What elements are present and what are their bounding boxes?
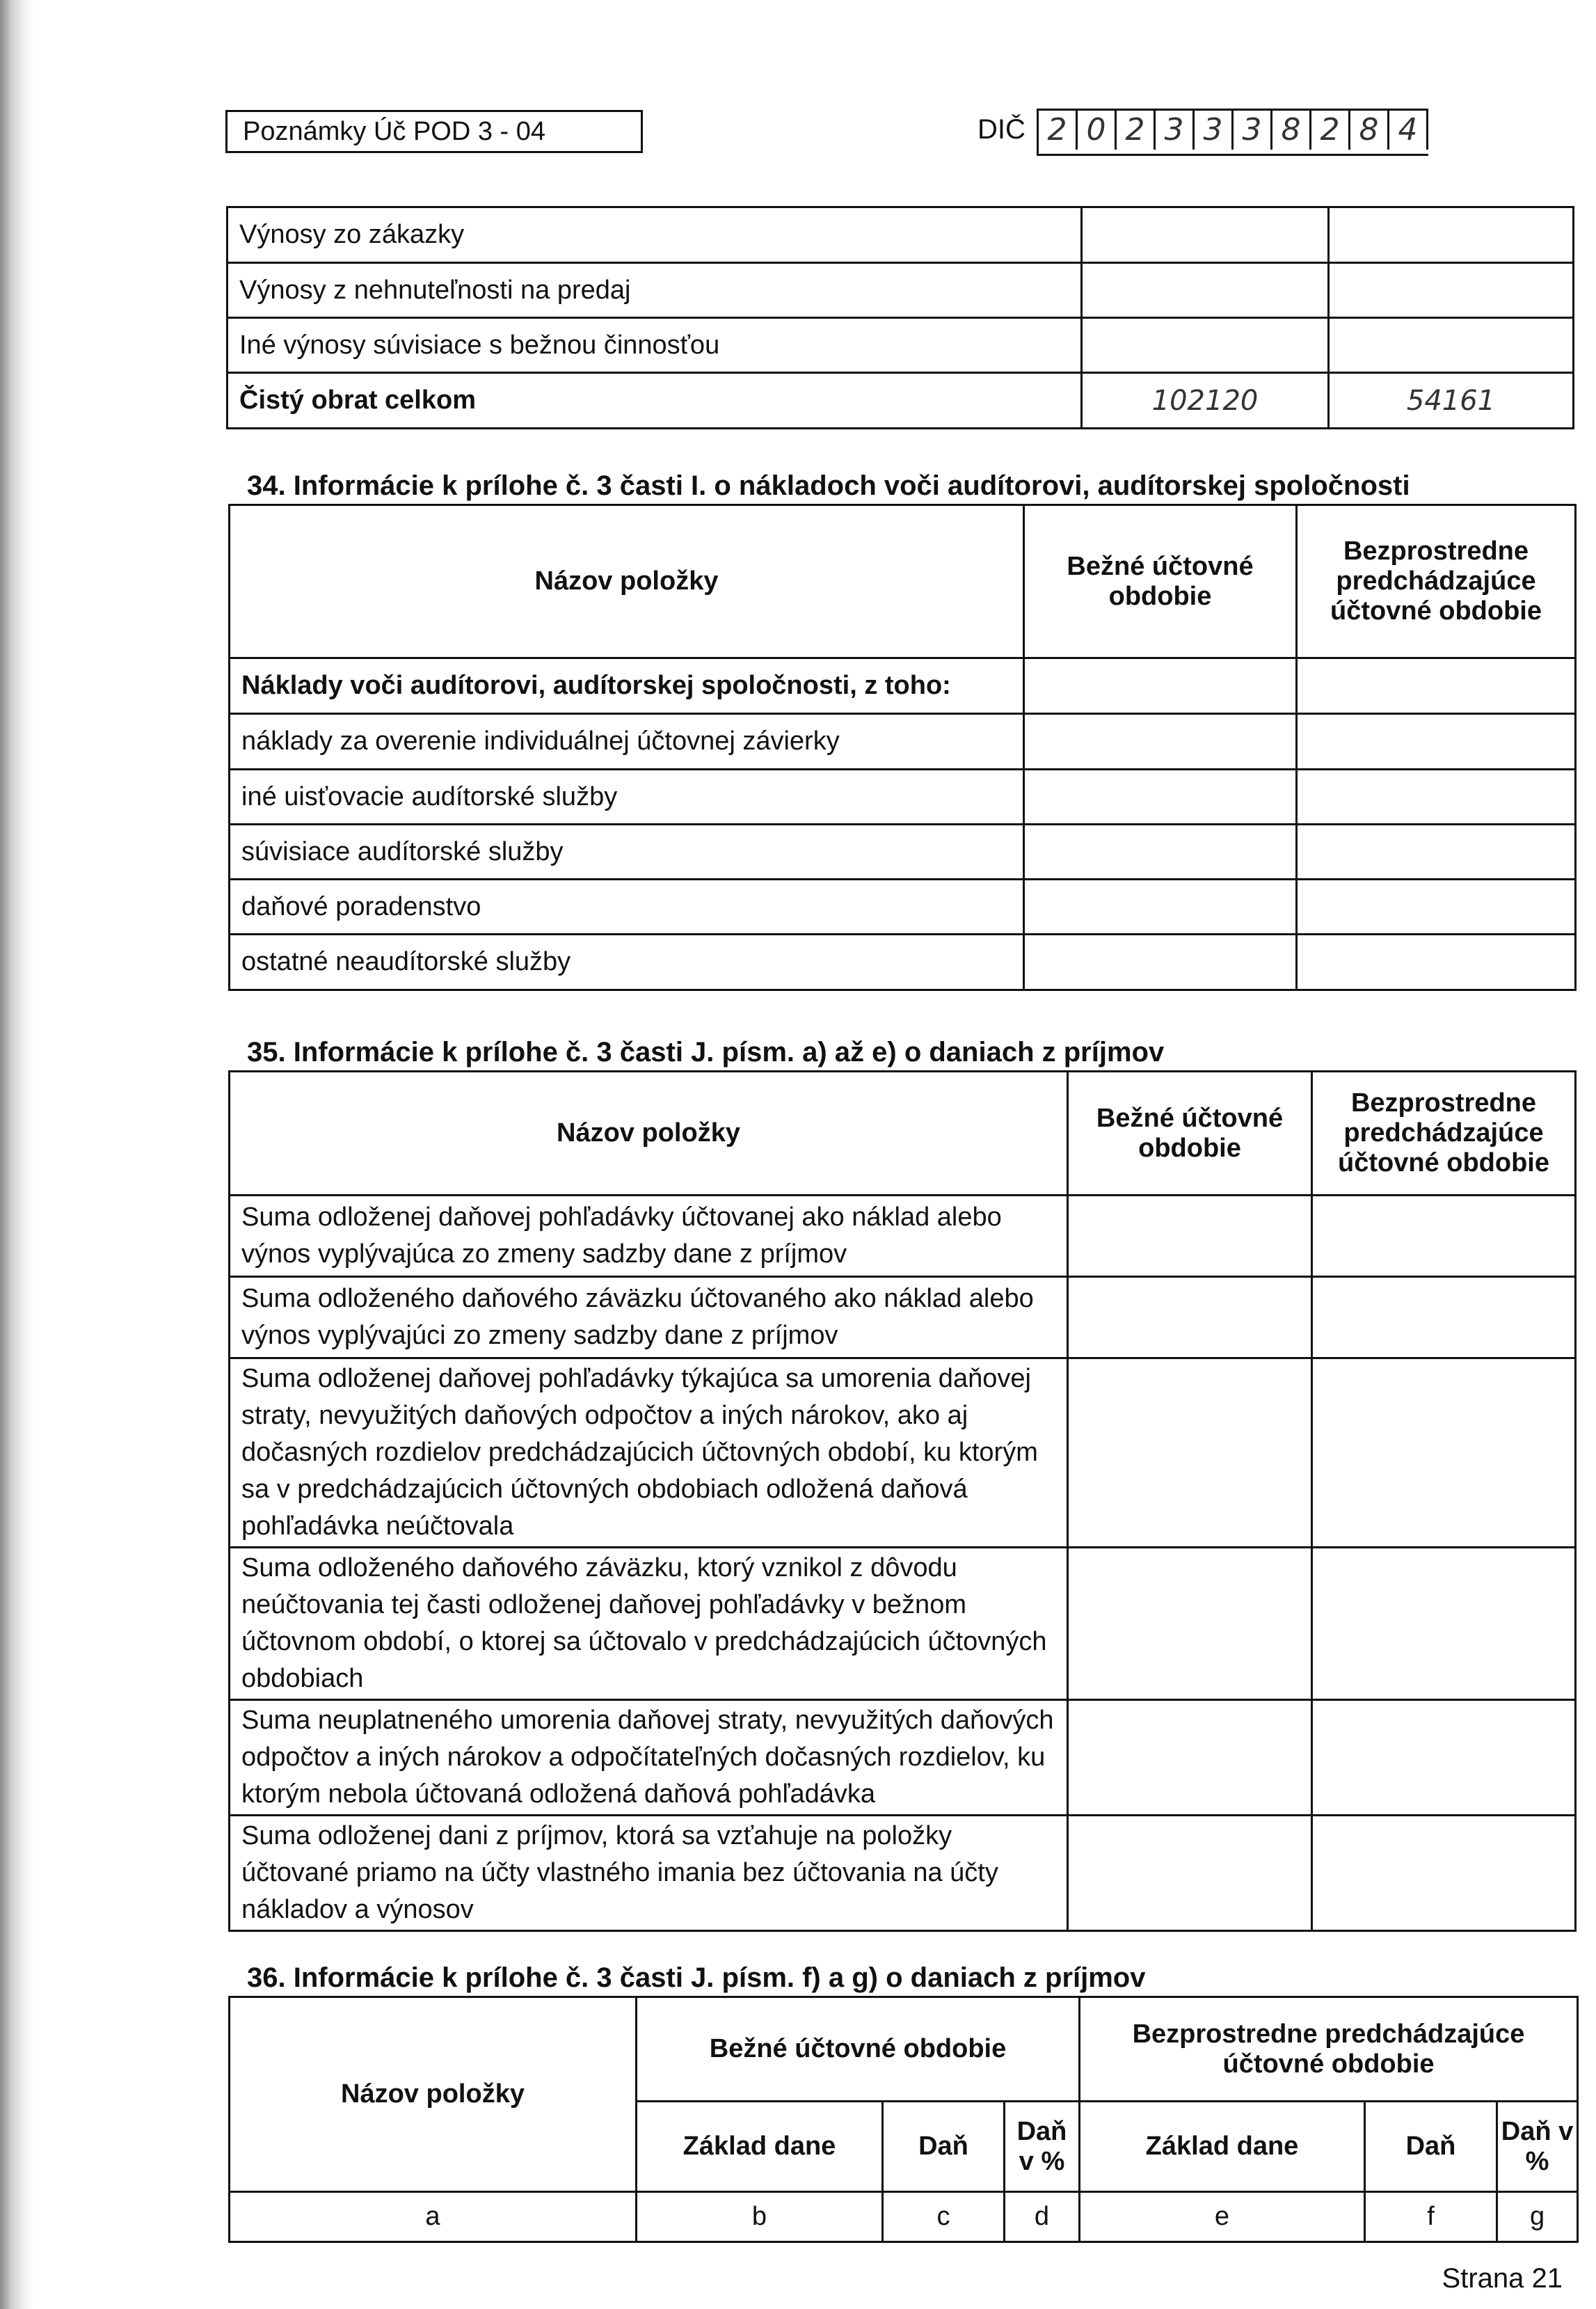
column-header: Daň v % — [1005, 2102, 1080, 2192]
table-row — [230, 1548, 1576, 1700]
dic-digit: 8 — [1350, 111, 1389, 150]
row-label: Čistý obrat celkom — [228, 373, 1082, 429]
table-header-row — [230, 1997, 1578, 2102]
section-35-table — [228, 1070, 1577, 1932]
value-cell[interactable] — [1329, 318, 1574, 373]
table-row — [228, 263, 1574, 318]
value-cell[interactable] — [1297, 880, 1576, 935]
column-header: Bezprostredne predchádzajúce účtovné obdobie — [1312, 1072, 1576, 1196]
value-cell[interactable] — [1024, 825, 1297, 880]
section-35-title: 35. Informácie k prílohe č. 3 časti J. písm. a) až e) o daniach z príjmov — [247, 1037, 1165, 1068]
column-header: Základ dane — [1080, 2102, 1365, 2192]
column-letter: c — [883, 2192, 1005, 2242]
column-header: Bezprostredne predchádzajúce účtovné obdobie — [1080, 1997, 1578, 2102]
value-cell[interactable] — [1024, 658, 1297, 714]
value-cell[interactable] — [1024, 770, 1297, 825]
row-label: náklady za overenie individuálnej účtovnej závierky — [230, 714, 1024, 770]
table-header-row — [230, 505, 1576, 658]
form-code-box — [225, 110, 643, 153]
column-letter: f — [1365, 2192, 1497, 2242]
table-row — [228, 207, 1574, 263]
table-row — [228, 318, 1574, 373]
section-34-title: 34. Informácie k prílohe č. 3 časti I. o nákladoch voči audítorovi, audítorskej spoločnosti — [247, 470, 1410, 501]
table-row — [230, 770, 1576, 825]
row-label: Suma odloženej daňovej pohľadávky účtovanej ako náklad alebo výnos vyplývajúca zo zmeny sadzby dane z príjmov — [230, 1196, 1068, 1277]
value-cell[interactable] — [1297, 825, 1576, 880]
row-label: Iné výnosy súvisiace s bežnou činnosťou — [228, 318, 1082, 373]
value-cell[interactable] — [1024, 714, 1297, 770]
dic-label: DIČ — [977, 114, 1026, 145]
column-header: Názov položky — [230, 1997, 637, 2192]
row-label: Výnosy z nehnuteľnosti na predaj — [228, 263, 1082, 318]
column-header: Daň v % — [1497, 2102, 1578, 2192]
column-header: Daň — [883, 2102, 1005, 2192]
table-row — [230, 2192, 1578, 2242]
column-header: Názov položky — [230, 505, 1024, 658]
value-cell[interactable] — [1082, 263, 1329, 318]
column-letter: e — [1080, 2192, 1365, 2242]
section-36-table — [228, 1996, 1579, 2243]
column-letter: g — [1497, 2192, 1578, 2242]
value-cell[interactable] — [1312, 1358, 1576, 1548]
table-row — [230, 825, 1576, 880]
value-cell[interactable] — [1297, 658, 1576, 714]
table-row — [230, 1700, 1576, 1816]
row-label: Náklady voči audítorovi, audítorskej spoločnosti, z toho: — [230, 658, 1024, 714]
dic-digit: 4 — [1389, 111, 1428, 150]
table-header-row — [230, 1072, 1576, 1196]
value-cell[interactable] — [1297, 935, 1576, 990]
value-cell[interactable] — [1068, 1548, 1312, 1700]
value-cell[interactable] — [1082, 318, 1329, 373]
value-cell[interactable]: 54161 — [1329, 373, 1574, 429]
row-label: Suma odloženej daňovej pohľadávky týkajúca sa umorenia daňovej straty, nevyužitých daňových odpočtov a iných nárokov, ako aj dočasných rozdielov predchádzajúcich účtovných období, ku ktorým sa v predchádzajúcich účtovných obdobiach odložená daňová pohľadávka neúčtovala — [230, 1358, 1068, 1548]
value-cell[interactable] — [1312, 1700, 1576, 1816]
dic-digit: 3 — [1156, 111, 1195, 150]
value-cell[interactable] — [1068, 1196, 1312, 1277]
table-row — [230, 1358, 1576, 1548]
row-label: Suma neuplatneného umorenia daňovej straty, nevyužitých daňových odpočtov a iných nárokov a odpočítateľných dočasných rozdielov, ku ktorým nebola účtovaná odložená daňová pohľadávka — [230, 1700, 1068, 1816]
value-cell[interactable] — [1312, 1277, 1576, 1358]
page-binding-shadow — [0, 0, 33, 2309]
column-letter: a — [230, 2192, 637, 2242]
form-code: Poznámky Úč POD 3 - 04 — [243, 117, 546, 146]
value-cell[interactable] — [1082, 207, 1329, 263]
value-cell[interactable] — [1068, 1816, 1312, 1931]
column-letter: d — [1005, 2192, 1080, 2242]
table-row — [230, 1277, 1576, 1358]
value-cell[interactable] — [1024, 935, 1297, 990]
dic-digit: 3 — [1234, 111, 1272, 150]
value-cell[interactable] — [1329, 263, 1574, 318]
row-label: súvisiace audítorské služby — [230, 825, 1024, 880]
page-number: Strana 21 — [1442, 2263, 1563, 2294]
dic-digit: 2 — [1039, 111, 1078, 150]
dic-digit: 2 — [1311, 111, 1350, 150]
revenue-table — [226, 206, 1574, 429]
value-cell[interactable] — [1329, 207, 1574, 263]
table-row — [230, 658, 1576, 714]
table-row — [230, 880, 1576, 935]
value-cell[interactable] — [1297, 770, 1576, 825]
dic-digit: 0 — [1078, 111, 1117, 150]
column-header: Bezprostredne predchádzajúce účtovné obdobie — [1297, 505, 1576, 658]
column-header: Daň — [1365, 2102, 1497, 2192]
row-label: Suma odloženej dani z príjmov, ktorá sa vzťahuje na položky účtované priamo na účty vlastného imania bez účtovania na účty nákladov a výnosov — [230, 1816, 1068, 1931]
value-cell[interactable] — [1297, 714, 1576, 770]
section-36-title: 36. Informácie k prílohe č. 3 časti J. písm. f) a g) o daniach z príjmov — [247, 1962, 1146, 1993]
value-cell[interactable] — [1312, 1548, 1576, 1700]
table-row — [228, 373, 1574, 429]
row-label: Suma odloženého daňového záväzku účtovaného ako náklad alebo výnos vyplývajúci zo zmeny sadzby dane z príjmov — [230, 1277, 1068, 1358]
column-letter: b — [637, 2192, 883, 2242]
row-label: ostatné neaudítorské služby — [230, 935, 1024, 990]
table-row — [230, 1816, 1576, 1931]
column-header: Bežné účtovné obdobie — [1024, 505, 1297, 658]
column-header: Bežné účtovné obdobie — [1068, 1072, 1312, 1196]
dic-digit-boxes — [1037, 109, 1428, 156]
value-cell[interactable] — [1312, 1816, 1576, 1931]
value-cell[interactable] — [1068, 1358, 1312, 1548]
section-34-table — [228, 504, 1577, 991]
value-cell[interactable] — [1068, 1700, 1312, 1816]
value-cell[interactable] — [1068, 1277, 1312, 1358]
table-row — [230, 935, 1576, 990]
table-row — [230, 714, 1576, 770]
column-header: Názov položky — [230, 1072, 1068, 1196]
row-label: iné uisťovacie audítorské služby — [230, 770, 1024, 825]
row-label: Suma odloženého daňového záväzku, ktorý vznikol z dôvodu neúčtovania tej časti odloženej daňovej pohľadávky v bežnom účtovnom období, o ktorej sa účtovalo v predchádzajúcich účtovných obdobiach — [230, 1548, 1068, 1700]
column-header: Bežné účtovné obdobie — [637, 1997, 1080, 2102]
column-header: Základ dane — [637, 2102, 883, 2192]
dic-digit: 2 — [1117, 111, 1156, 150]
dic-digit: 3 — [1195, 111, 1234, 150]
value-cell[interactable] — [1024, 880, 1297, 935]
dic-digit: 8 — [1272, 111, 1311, 150]
value-cell[interactable]: 102120 — [1082, 373, 1329, 429]
row-label: daňové poradenstvo — [230, 880, 1024, 935]
row-label: Výnosy zo zákazky — [228, 207, 1082, 263]
value-cell[interactable] — [1312, 1196, 1576, 1277]
table-row — [230, 1196, 1576, 1277]
